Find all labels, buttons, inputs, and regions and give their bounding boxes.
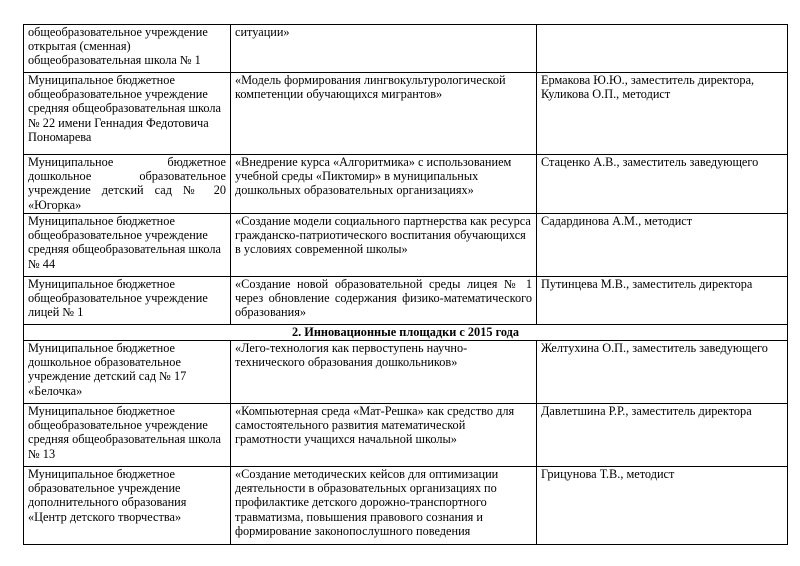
- org-cell: Муниципальное бюджетное общеобразовательное учреждение лицей № 1: [24, 277, 231, 325]
- people-cell: Путинцева М.В., заместитель директора: [537, 277, 788, 325]
- project-cell: «Создание методических кейсов для оптимизации деятельности в образовательных организациях по профилактике детского дорожно-транспортного травматизма, повышения правового сознания и формирование законопослушного поведения: [231, 467, 537, 545]
- people-cell: Стаценко А.В., заместитель заведующего: [537, 155, 788, 214]
- table-row: [24, 25, 788, 73]
- project-cell: ситуации»: [231, 25, 537, 73]
- table-row: [24, 341, 788, 404]
- people-cell: Ермакова Ю.Ю., заместитель директора, Куликова О.П., методист: [537, 73, 788, 155]
- project-cell: «Создание новой образовательной среды лицея № 1 через обновление содержания физико-математического образования»: [231, 277, 537, 325]
- table-row: [24, 404, 788, 467]
- project-cell: «Создание модели социального партнерства как ресурса гражданско-патриотического воспитания обучающихся в условиях современной школы»: [231, 214, 537, 277]
- people-cell: Грицунова Т.В., методист: [537, 467, 788, 545]
- org-cell: Муниципальное бюджетное образовательное учреждение дополнительного образования «Центр детского творчества»: [24, 467, 231, 545]
- org-cell: Муниципальное бюджетное общеобразовательное учреждение средняя общеобразовательная школа № 44: [24, 214, 231, 277]
- table-row: [24, 155, 788, 214]
- project-cell: «Модель формирования лингвокультурологической компетенции обучающихся мигрантов»: [231, 73, 537, 155]
- project-cell: «Внедрение курса «Алгоритмика» с использованием учебной среды «Пиктомир» в муниципальных дошкольных образовательных организациях»: [231, 155, 537, 214]
- section-title: 2. Инновационные площадки с 2015 года: [24, 325, 788, 341]
- people-cell: Садардинова А.М., методист: [537, 214, 788, 277]
- project-cell: «Лего-технология как первоступень научно-технического образования дошкольников»: [231, 341, 537, 404]
- org-cell: Муниципальное бюджетное дошкольное образовательное учреждение детский сад № 20 «Югорка»: [24, 155, 231, 214]
- table-row: [24, 214, 788, 277]
- table-row: [24, 73, 788, 155]
- table-row: [24, 467, 788, 545]
- project-cell: «Компьютерная среда «Мат-Решка» как средство для самостоятельного развития математической грамотности учащихся начальной школы»: [231, 404, 537, 467]
- people-cell: Давлетшина Р.Р., заместитель директора: [537, 404, 788, 467]
- section-header-row: [24, 325, 788, 341]
- people-cell: [537, 25, 788, 73]
- org-cell: Муниципальное бюджетное общеобразовательное учреждение средняя общеобразовательная школа № 13: [24, 404, 231, 467]
- table-row: [24, 277, 788, 325]
- org-cell: общеобразовательное учреждение открытая (сменная) общеобразовательная школа № 1: [24, 25, 231, 73]
- people-cell: Желтухина О.П., заместитель заведующего: [537, 341, 788, 404]
- org-cell: Муниципальное бюджетное общеобразовательное учреждение средняя общеобразовательная школа № 22 имени Геннадия Федотовича Пономарева: [24, 73, 231, 155]
- innovation-sites-table: [23, 24, 788, 545]
- org-cell: Муниципальное бюджетное дошкольное образовательное учреждение детский сад № 17 «Белочка»: [24, 341, 231, 404]
